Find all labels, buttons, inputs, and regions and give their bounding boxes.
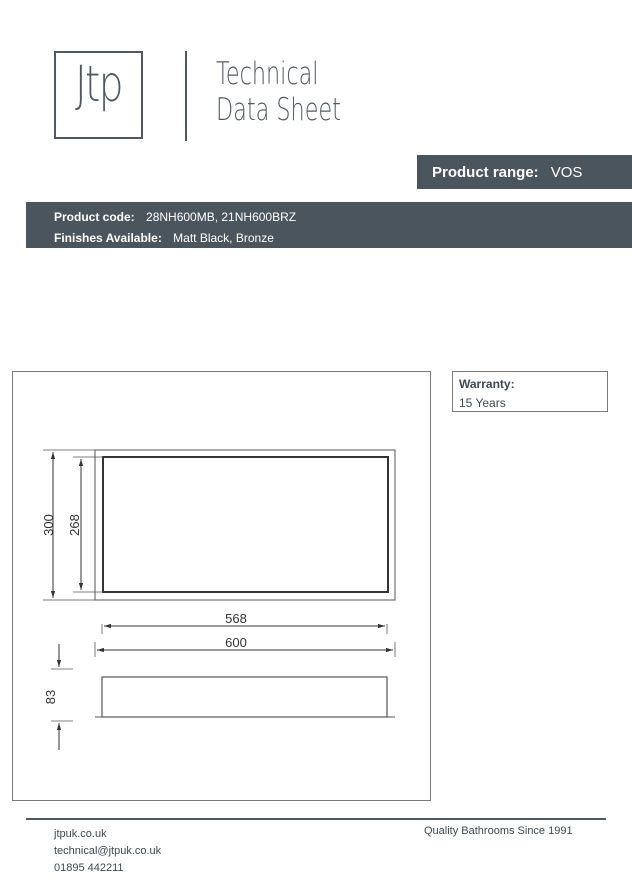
finishes-value: Matt Black, Bronze — [173, 231, 274, 245]
product-range-label: Product range: — [432, 163, 539, 181]
technical-drawing — [12, 371, 431, 801]
dim-83-label: 83 — [43, 689, 58, 705]
dim-268-label: 268 — [67, 514, 82, 536]
warranty-value: 15 Years — [459, 396, 506, 410]
header-divider — [185, 51, 187, 141]
logo-text: Jtp — [75, 55, 122, 113]
product-range-value: VOS — [550, 163, 583, 181]
side-profile — [102, 677, 387, 717]
title-line-1: Technical — [216, 56, 319, 92]
dim-600-label: 600 — [225, 635, 247, 650]
dim-300-label: 300 — [41, 514, 56, 536]
inner-frame — [103, 457, 388, 592]
footer-contact — [54, 826, 161, 877]
footer-email[interactable]: technical@jtpuk.co.uk — [54, 845, 162, 857]
footer-tagline: Quality Bathrooms Since 1991 — [424, 825, 573, 837]
footer-website[interactable]: jtpuk.co.uk — [54, 828, 107, 840]
product-code-label: Product code: — [54, 210, 135, 224]
warranty-label: Warranty: — [459, 377, 515, 391]
sheet-title — [216, 56, 341, 128]
finishes-row — [54, 228, 632, 249]
drawing-svg — [13, 372, 432, 802]
title-line-2: Data Sheet — [216, 92, 341, 128]
footer-divider — [26, 818, 606, 820]
footer-phone: 01895 442211 — [54, 862, 124, 874]
product-code-value: 28NH600MB, 21NH600BRZ — [146, 210, 297, 224]
warranty-box — [452, 371, 608, 412]
product-code-row — [54, 207, 632, 228]
jtp-logo — [54, 51, 143, 139]
dim-568-label: 568 — [225, 611, 247, 626]
finishes-label: Finishes Available: — [54, 231, 162, 245]
outer-frame — [95, 450, 395, 600]
product-info-bar — [26, 202, 632, 248]
product-range-bar — [417, 155, 632, 189]
